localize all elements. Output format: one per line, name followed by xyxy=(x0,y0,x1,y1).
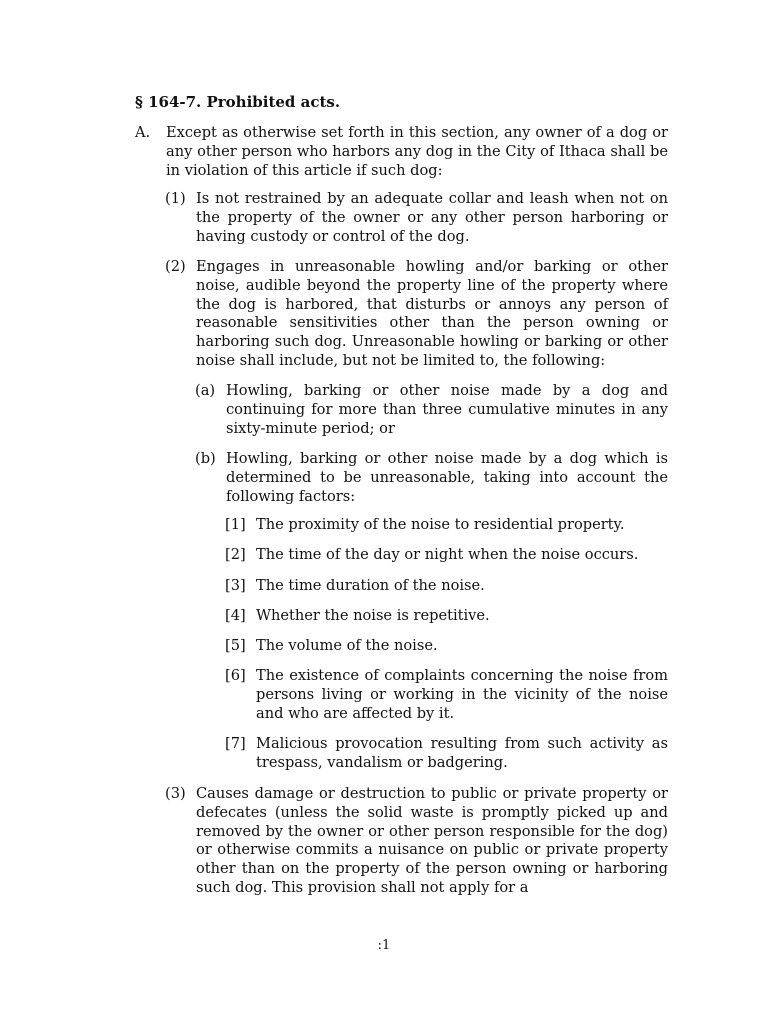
list-item-marker: (1) xyxy=(165,190,186,207)
sub-list-item-marker: (a) xyxy=(195,382,216,399)
factor-text: The time duration of the noise. xyxy=(256,577,485,594)
factor-marker: [3] xyxy=(225,577,246,594)
page-number: :1 xyxy=(377,938,391,953)
list-item-text: Causes damage or destruction to public or private property or defecates (unless the solid waste is promptly picked up and removed by the owner or other person responsible for the dog) or otherwise commits a nuisance on public or private property other than on the property of the person owning or harboring such dog. This provision shall not apply for a xyxy=(196,785,668,896)
list-item xyxy=(165,785,668,898)
factor-item xyxy=(225,577,668,596)
factor-item xyxy=(225,667,668,723)
factor-marker: [2] xyxy=(225,546,246,563)
factor-marker: [4] xyxy=(225,607,246,624)
list-item xyxy=(165,190,668,246)
factor-item xyxy=(225,546,668,565)
list-item-marker: (3) xyxy=(165,785,186,802)
factor-marker: [7] xyxy=(225,735,246,752)
factor-text: The existence of complaints concerning the noise from persons living or working in the vicinity of the noise and who are affected by it. xyxy=(256,667,668,722)
paragraph-a xyxy=(135,124,668,180)
factor-text: The time of the day or night when the noise occurs. xyxy=(256,546,639,563)
list-item-text: Engages in unreasonable howling and/or barking or other noise, audible beyond the property line of the property where the dog is harbored, that disturbs or annoys any person of reasonable sensitivities other than the person owning or harboring such dog. Unreasonable howling or barking or other noise shall include, but not be limited to, the following: xyxy=(196,258,668,369)
factor-item xyxy=(225,637,668,656)
sub-list-item xyxy=(195,450,668,506)
factor-text: The proximity of the noise to residential property. xyxy=(256,516,625,533)
factor-item xyxy=(225,516,668,535)
list-item-marker: (2) xyxy=(165,258,186,275)
sub-list-item-text: Howling, barking or other noise made by a dog and continuing for more than three cumulative minutes in any sixty-minute period; or xyxy=(226,382,668,437)
sub-list-item-marker: (b) xyxy=(195,450,216,467)
factor-text: Malicious provocation resulting from such activity as trespass, vandalism or badgering. xyxy=(256,735,668,771)
factor-text: Whether the noise is repetitive. xyxy=(256,607,490,624)
factor-text: The volume of the noise. xyxy=(256,637,438,654)
paragraph-a-marker: A. xyxy=(135,124,151,141)
paragraph-a-text: Except as otherwise set forth in this section, any owner of a dog or any other person who harbors any dog in the City of Ithaca shall be in violation of this article if such dog: xyxy=(166,124,668,179)
sub-list-item-text: Howling, barking or other noise made by a dog which is determined to be unreasonable, taking into account the following factors: xyxy=(226,450,668,505)
factor-marker: [5] xyxy=(225,637,246,654)
factor-marker: [1] xyxy=(225,516,246,533)
list-item xyxy=(165,258,668,371)
sub-list-item xyxy=(195,382,668,438)
factor-item xyxy=(225,735,668,773)
factor-item xyxy=(225,607,668,626)
factor-marker: [6] xyxy=(225,667,246,684)
section-heading: § 164-7. Prohibited acts. xyxy=(135,93,341,111)
list-item-text: Is not restrained by an adequate collar and leash when not on the property of the owner or any other person harboring or having custody or control of the dog. xyxy=(196,190,668,245)
